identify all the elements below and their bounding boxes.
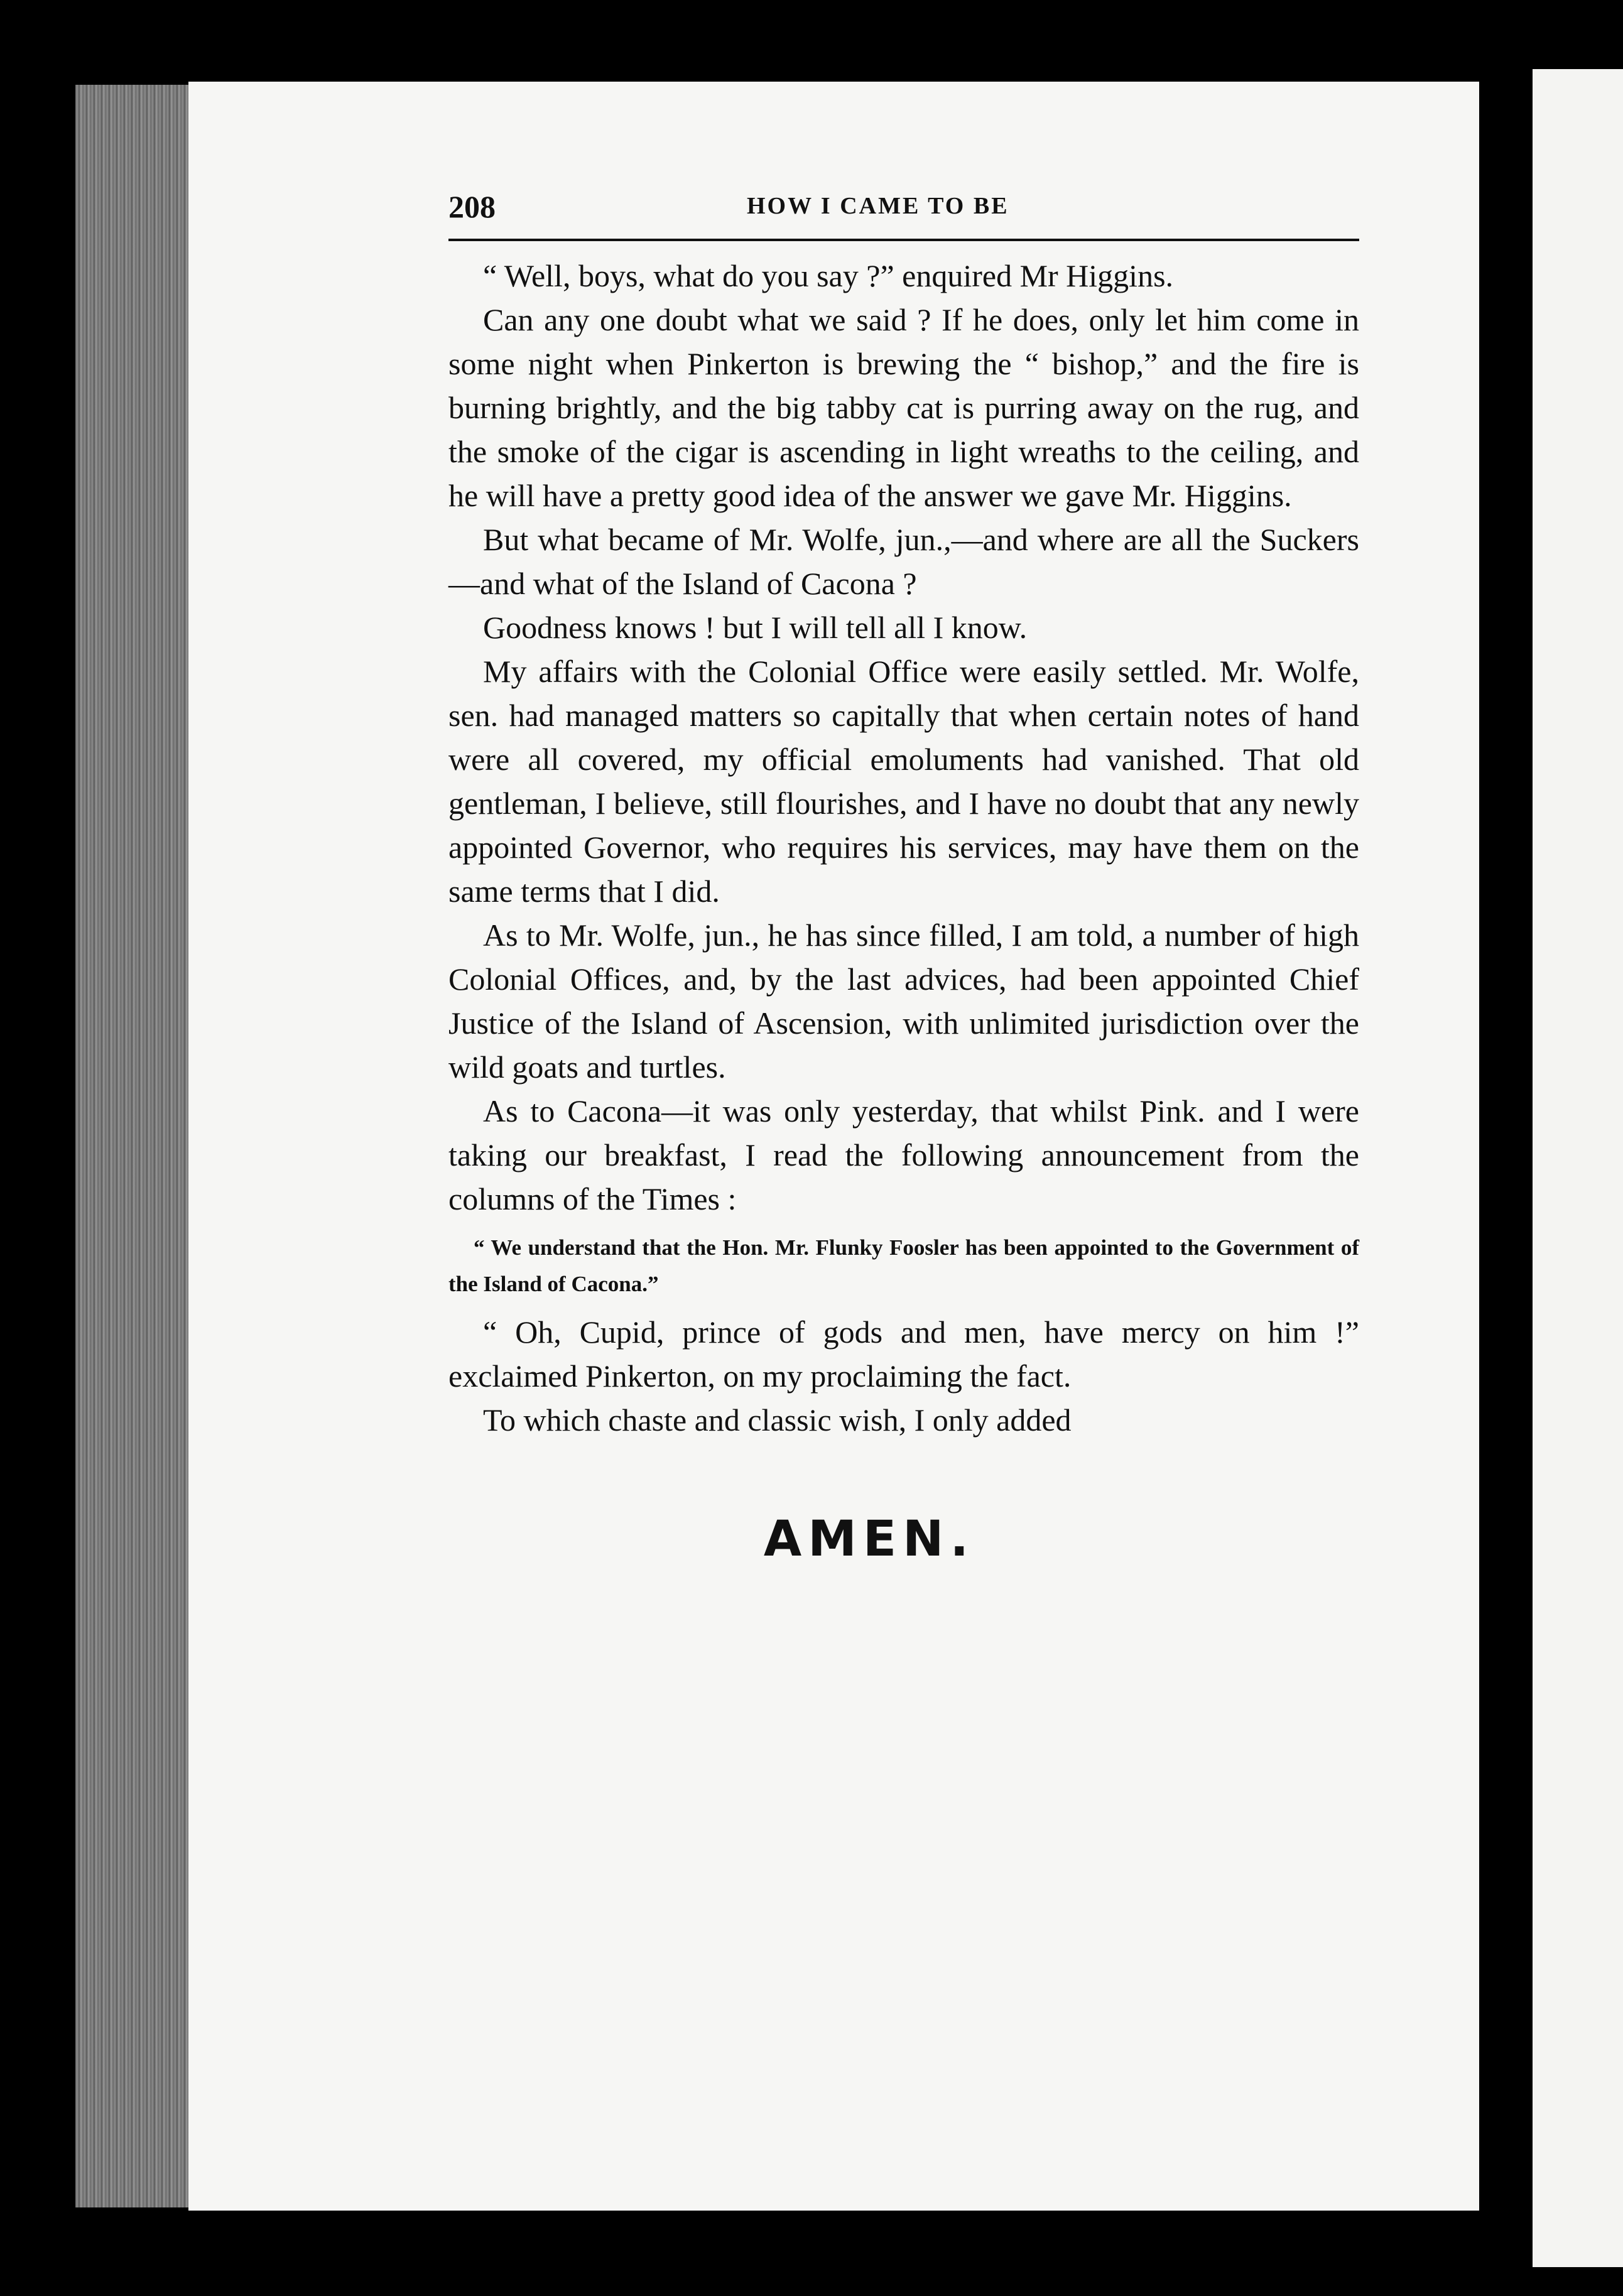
scan-mark	[0, 1922, 9, 1943]
paragraph: As to Cacona—it was only yesterday, that whilst Pink. and I were taking our breakfast, I read the following announcement from the columns of the Times :	[448, 1093, 1359, 1216]
paragraph: “ Oh, Cupid, prince of gods and men, have mercy on him !” exclaimed Pinkerton, on my proclaiming the fact.	[448, 1314, 1359, 1394]
paragraph: But what became of Mr. Wolfe, jun.,—and where are all the Suckers—and what of the Island of Cacona ?	[448, 522, 1359, 601]
paragraph: To which chaste and classic wish, I only added	[483, 1402, 1072, 1438]
page-number: 208	[448, 189, 496, 224]
times-quotation: “ We understand that the Hon. Mr. Flunky Foosler has been appointed to the Government of the Island of Cacona.”	[448, 1235, 1359, 1296]
finale-amen: AMEN.	[763, 1511, 975, 1568]
facing-page-edge	[1533, 69, 1623, 2267]
page-content	[448, 188, 1359, 1568]
paragraph: My affairs with the Colonial Office were easily settled. Mr. Wolfe, sen. had managed matters so capitally that when certain notes of hand were all covered, my official emoluments had vanished. That old gentleman, I believe, still flourishes, and I have no doubt that any newly appointed Governor, who requires his services, may have them on the same terms that I did.	[448, 654, 1359, 909]
page-header-title: HOW I CAME TO BE	[747, 193, 1009, 219]
running-head	[448, 188, 1359, 226]
scan-mark	[28, 490, 45, 528]
paragraph: Can any one doubt what we said ? If he does, only let him come in some night when Pinkerton is brewing the “ bishop,” and the fire is burning brightly, and the big tabby cat is purring away on the rug, and the smoke of the cigar is ascending in light wreaths to the ceiling, and he will have a pretty good idea of the answer we gave Mr. Higgins.	[448, 302, 1359, 513]
paragraph: As to Mr. Wolfe, jun., he has since filled, I am told, a number of high Colonial Offices, and, by the last advices, had been appointed Chief Justice of the Island of Ascension, with unlimited jurisdiction over the wild goats and turtles.	[448, 918, 1359, 1085]
paragraph: Goodness knows ! but I will tell all I know.	[483, 610, 1028, 645]
header-rule	[448, 239, 1359, 241]
paragraph: “ Well, boys, what do you say ?” enquired Mr Higgins.	[483, 258, 1174, 293]
